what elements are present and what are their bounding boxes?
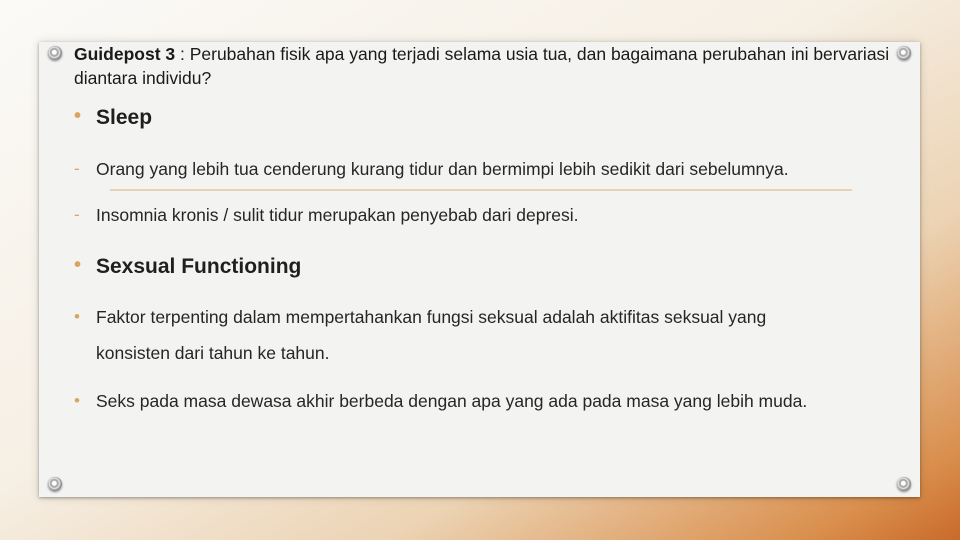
title-rest: : Perubahan fisik apa yang terjadi selama usia tua, dan bagaimana perubahan ini bervariasi diantara individu? (74, 44, 890, 88)
list-item-text: Insomnia kronis / sulit tidur merupakan penyebab dari depresi. (96, 205, 579, 225)
list-item-text: konsisten dari tahun ke tahun. (96, 343, 330, 363)
slide-title (74, 42, 904, 90)
list-item-text: Seks pada masa dewasa akhir berbeda dengan apa yang ada pada masa yang lebih muda. (96, 391, 808, 411)
bullet-marker: • (74, 391, 80, 410)
dash-marker: - (74, 205, 80, 224)
list-item-text: Faktor terpenting dalam mempertahankan fungsi seksual adalah aktifitas seksual yang (96, 307, 767, 327)
bullet-marker: • (74, 254, 82, 276)
bullet-marker: • (74, 105, 82, 127)
section-heading-text: Sexsual Functioning (96, 255, 302, 278)
pushpin-icon (48, 46, 62, 60)
section-heading-text: Sleep (96, 106, 153, 129)
divider (110, 189, 852, 191)
pushpin-icon (48, 477, 62, 491)
title-bold: Guidepost 3 (74, 44, 176, 64)
dash-marker: - (74, 159, 80, 178)
bullet-marker: • (74, 307, 80, 326)
list-item-text: Orang yang lebih tua cenderung kurang tidur dan bermimpi lebih sedikit dari sebelumnya. (96, 159, 789, 179)
pushpin-icon (897, 477, 911, 491)
